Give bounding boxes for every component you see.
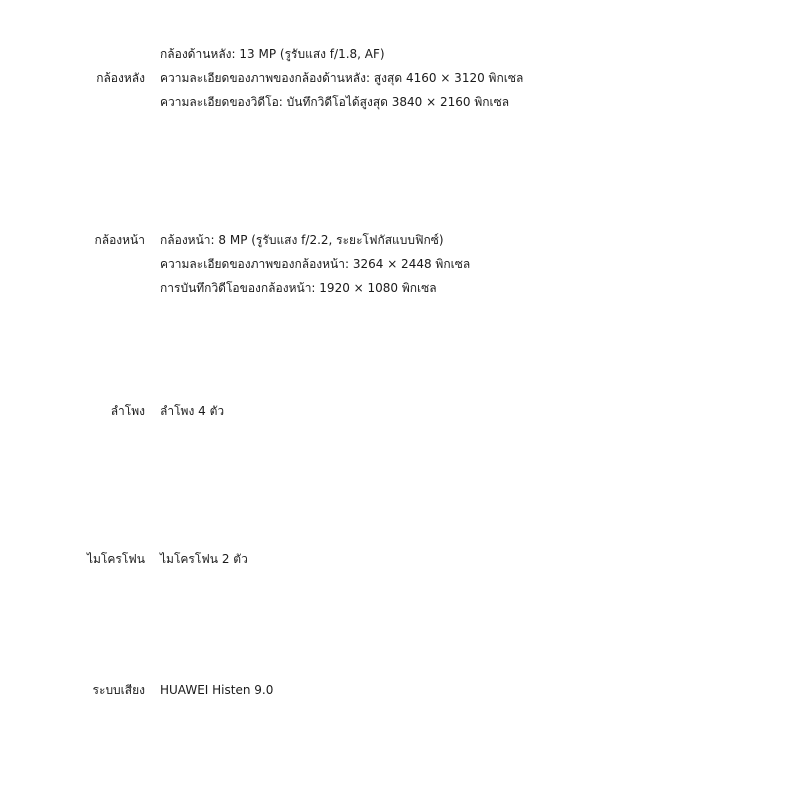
spec-label-front-camera: กล้องหน้า — [94, 233, 145, 247]
spec-value: ความละเอียดของวิดีโอ: บันทึกวิดีโอได้สูงสุด 3840 × 2160 พิกเซล — [160, 95, 510, 109]
spec-label-rear-camera: กล้องหลัง — [96, 71, 145, 85]
spec-value: ความละเอียดของภาพของกล้องด้านหลัง: สูงสุด 4160 × 3120 พิกเซล — [160, 71, 524, 85]
spec-value: ไมโครโฟน 2 ตัว — [160, 552, 248, 566]
spec-label-microphone: ไมโครโฟน — [86, 552, 145, 566]
spec-values-speaker — [160, 403, 224, 427]
spec-values-microphone — [160, 551, 248, 575]
spec-label-audio-system: ระบบเสียง — [92, 683, 145, 697]
spec-value: HUAWEI Histen 9.0 — [160, 683, 274, 697]
spec-value: ความละเอียดของภาพของกล้องหน้า: 3264 × 2448 พิกเซล — [160, 257, 471, 271]
spec-value: กล้องด้านหลัง: 13 MP (รูรับแสง f/1.8, AF) — [160, 47, 385, 61]
spec-value: การบันทึกวิดีโอของกล้องหน้า: 1920 × 1080 พิกเซล — [160, 281, 437, 295]
spec-label-speaker: ลำโพง — [110, 404, 145, 418]
spec-values-audio-system — [160, 682, 273, 706]
spec-values-rear-camera — [160, 46, 523, 118]
spec-value: กล้องหน้า: 8 MP (รูรับแสง f/2.2, ระยะโฟกัสแบบฟิกซ์) — [160, 233, 444, 247]
spec-values-front-camera — [160, 232, 470, 304]
spec-value: ลำโพง 4 ตัว — [160, 404, 225, 418]
